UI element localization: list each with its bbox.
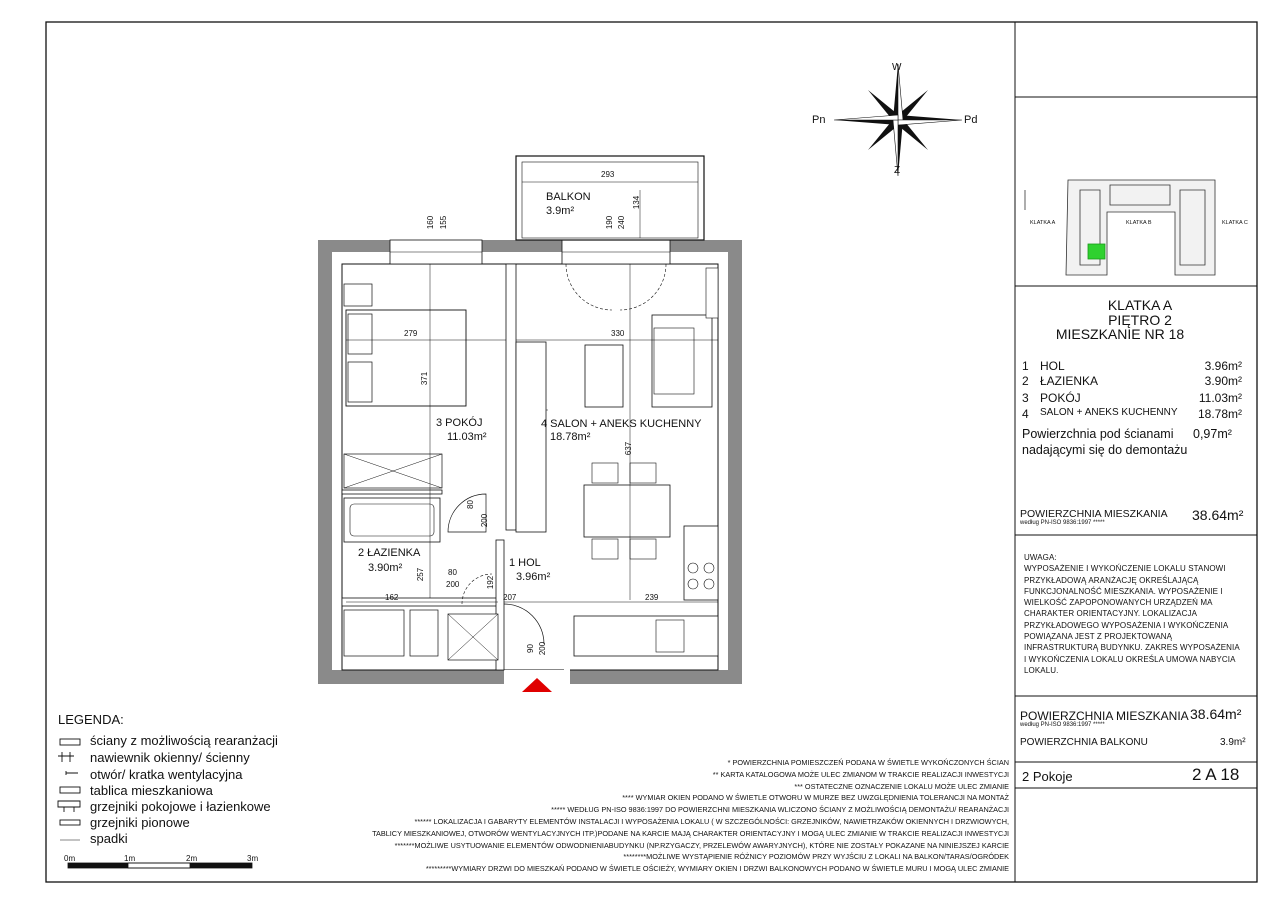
balcony-area-value: 3.9m² bbox=[1220, 737, 1246, 748]
compass-e: Pd bbox=[964, 114, 978, 126]
compass-n: W bbox=[892, 62, 902, 73]
room-row-3: 3 POKÓJ 11.03m² bbox=[1022, 391, 1242, 405]
dim-200c: 200 bbox=[538, 641, 548, 656]
footnotes: * POWIERZCHNIA POMIESZCZEŃ PODANA W ŚWIETLE WYKOŃCZONYCH ŚCIAN ** KARTA KATALOGOWA MOŻE ULEC ZMIANOM W TRAKCIE REALIZACJI INWESTYCJI *** OSTATECZNE OZNACZENIE LOKALU MOŻE ULEC ZMIANIE **** WYMIAR OKIEN PODANO W ŚWIETLE OTWORU W MURZE BEZ UWZGLĘDNIENIA TOLERANCJI NA MONTAŻ ***** WEDŁUG PN-ISO 9836:1997 DO POWIERZCHNI MIESZKANIA WLICZONO ŚCIANY Z MOŻLIWOŚCIĄ DEMONTAŻU/ REARANŻACJI ****** LOKALIZACJA I GABARYTY ELEMENTÓW INSTALACJI I WYPOSAŻENIA LOKALU ( W SZCZEGÓLNOŚCI: GRZEJNIKÓW, NAWIETRZAKÓW OKIENNYCH I DRZWIOWYCH, TABLICY MIESZKANIOWEJ, OTWORÓW WENTYLACYJNYCH ITP.)PODANE NA KARCIE MAJĄ CHARAKTER ORIENTACYJNY I MOGĄ ULEC ZMIANIE W TRAKCIE REALIZACJI INWESTYCJI *******MOŻLIWE USYTUOWANIE ELEMENTÓW ODWODNIENIABUDYNKU (NP.RZYGACZY, PRZELEWÓW AWARYJNYCH), KTÓRE NIE ZOSTAŁY POKAZANE NA NINIEJSZEJ KARCIE ********MOŻLIWE WYSTĄPIENIE RÓŻNICY POZIOMÓW PRZY WYJŚCIU Z LOKALI NA BALKON/TARAS/OGRÓDEK *********WYMIARY DRZWI DO MIESZKAŃ PODANO W ŚWIETLE OŚCIEŻY, WYMIARY OKIEN I DRZWI BALKONOWYCH PODANO W ŚWIETLE MURU I MOGĄ ULEC ZMIANIE bbox=[372, 758, 1009, 874]
dim-190: 190 bbox=[605, 215, 615, 230]
dim-637: 637 bbox=[624, 441, 634, 456]
room4-area: 18.78m² bbox=[550, 431, 591, 443]
dim-200b: 200 bbox=[446, 580, 460, 589]
dim-279: 279 bbox=[404, 329, 418, 338]
dim-90: 90 bbox=[525, 644, 535, 653]
dim-80b: 80 bbox=[448, 568, 457, 577]
legend-item-5: grzejniki pokojowe i łazienkowe bbox=[90, 799, 271, 814]
dim-162: 162 bbox=[385, 593, 399, 602]
scale-bar bbox=[68, 863, 252, 868]
header-line2: PIĘTRO 2 bbox=[1108, 312, 1172, 328]
walls-note-line1: Powierzchnia pod ścianami bbox=[1022, 427, 1174, 441]
room-row-1: 1 HOL 3.96m² bbox=[1022, 359, 1242, 373]
balcony-area: 3.9m² bbox=[546, 205, 575, 217]
dim-207: 207 bbox=[503, 593, 517, 602]
dim-240: 240 bbox=[617, 215, 627, 230]
uwaga-block: UWAGA: WYPOSAŻENIE I WYKOŃCZENIE LOKALU STANOWI PRZYKŁADOWĄ ARANŻACJĘ OKREŚLAJĄCĄ FUNKCJONALNOŚĆ MIESZKANIA. WYPOSAŻENIE I WIELKOŚĆ ZAPOPONOWANYCH URZĄDZEŃ MA CHARAKTER ORIENTACYJNY. LOKALIZACJA PRZYKŁADOWEGO WYPOSAŻENIA I WYKOŃCZENIA POWIĄZANA JEST Z PROJEKTOWANĄ INFRASTRUKTURĄ BUDYNKU. ZAKRES WYPOSAŻENIA I WYKOŃCZENIA LOKALU OKREŚLA UMOWA NABYCIA LOKALU. bbox=[1024, 553, 1240, 675]
legend-item-6: grzejniki pionowe bbox=[90, 815, 190, 830]
legend-item-1: ściany z możliwością rearanżacji bbox=[90, 733, 278, 748]
area2-value: 38.64m² bbox=[1190, 706, 1242, 722]
keyplan-label-a: KLATKA A bbox=[1030, 220, 1056, 226]
balcony-area-label: POWIERZCHNIA BALKONU bbox=[1020, 737, 1148, 748]
area1-sub: według PN-ISO 9836:1997 ***** bbox=[1020, 520, 1105, 526]
keyplan-label-b: KLATKA B bbox=[1126, 220, 1152, 226]
dim-192: 192 bbox=[486, 575, 496, 590]
area1-label: POWIERZCHNIA MIESZKANIA bbox=[1020, 508, 1168, 520]
scale-label-3: 3m bbox=[247, 854, 259, 863]
dim-257: 257 bbox=[416, 567, 426, 582]
room-row-2: 2 ŁAZIENKA 3.90m² bbox=[1022, 374, 1242, 388]
keyplan-label-c: KLATKA C bbox=[1222, 220, 1248, 226]
room2-label: 2 ŁAZIENKA bbox=[358, 547, 421, 559]
dim-155: 155 bbox=[439, 215, 449, 230]
room-row-4: 4 SALON + ANEKS KUCHENNY 18.78m² bbox=[1022, 407, 1242, 421]
compass-rose bbox=[834, 64, 962, 176]
compass-w: Pn bbox=[812, 114, 826, 126]
dim-239: 239 bbox=[645, 593, 659, 602]
legend-item-4: tablica mieszkaniowa bbox=[90, 783, 213, 798]
scale-label-1: 1m bbox=[124, 854, 136, 863]
walls-note-area: 0,97m² bbox=[1193, 427, 1232, 441]
legend-icons bbox=[58, 739, 80, 840]
walls-note-line2: nadającymi się do demontażu bbox=[1022, 443, 1188, 457]
dim-371: 371 bbox=[420, 371, 430, 386]
room3-label: 3 POKÓJ bbox=[436, 417, 483, 429]
header-line3: MIESZKANIE NR 18 bbox=[1055, 326, 1185, 342]
legend-item-7: spadki bbox=[90, 831, 128, 846]
dim-134: 134 bbox=[632, 195, 642, 210]
room2-area: 3.90m² bbox=[368, 562, 403, 574]
legend-title: LEGENDA: bbox=[58, 712, 124, 727]
scale-label-2: 2m bbox=[186, 854, 198, 863]
legend-item-3: otwór/ kratka wentylacyjna bbox=[90, 767, 243, 782]
dim-80a: 80 bbox=[465, 500, 475, 509]
area2-label: POWIERZCHNIA MIESZKANIA bbox=[1020, 709, 1189, 723]
rooms-count: 2 Pokoje bbox=[1022, 769, 1073, 784]
dim-330: 330 bbox=[611, 329, 625, 338]
room3-area: 11.03m² bbox=[447, 431, 487, 443]
area1-value: 38.64m² bbox=[1192, 507, 1244, 523]
scale-label-0: 0m bbox=[64, 854, 76, 863]
dim-293: 293 bbox=[601, 170, 615, 179]
room1-area: 3.96m² bbox=[516, 571, 551, 583]
room1-label: 1 HOL bbox=[509, 557, 541, 569]
dim-200a: 200 bbox=[480, 513, 490, 528]
room4-label: 4 SALON + ANEKS KUCHENNY bbox=[541, 418, 702, 430]
legend-item-2: nawiewnik okienny/ ścienny bbox=[90, 750, 250, 765]
apartment-code: 2 A 18 bbox=[1192, 765, 1240, 784]
compass-s: Z bbox=[894, 165, 901, 176]
header-line1: KLATKA A bbox=[1107, 297, 1173, 313]
area2-sub: według PN-ISO 9836:1997 ***** bbox=[1020, 722, 1105, 728]
dim-160: 160 bbox=[426, 215, 436, 230]
key-plan bbox=[1025, 180, 1215, 275]
balcony-label: BALKON bbox=[546, 191, 591, 203]
